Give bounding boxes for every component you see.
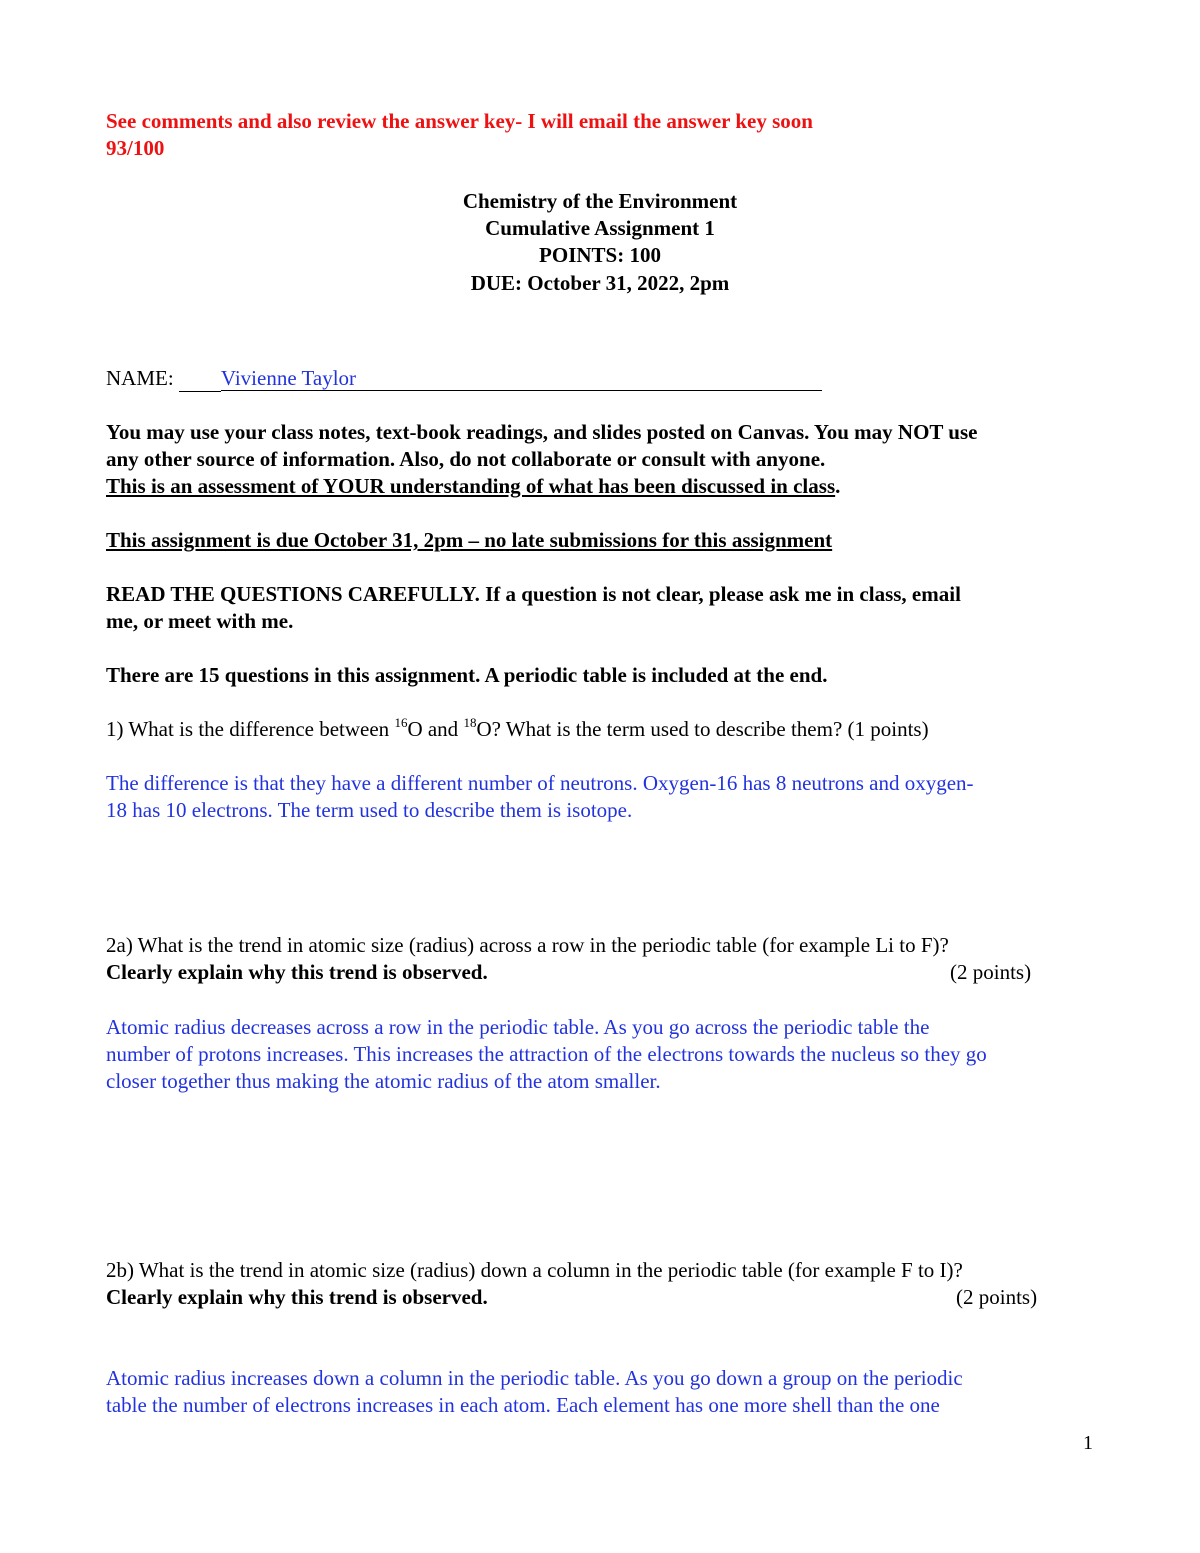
question-2a-points: (2 points) [950,960,1032,984]
instructions-line-1: You may use your class notes, text-book readings, and slides posted on Canvas. You may NOT use [106,420,978,444]
mass-number-16: 16 [394,715,408,730]
instructions-line-3 [106,473,840,500]
name-field[interactable] [221,366,822,391]
answer-2b-line-2: table the number of electrons increases in each atom. Each element has one more shell than the one [106,1393,940,1417]
instructions-line-2: any other source of information. Also, do not collaborate or consult with anyone. [106,447,826,471]
assessment-notice-period: . [835,474,841,498]
name-blank [179,391,221,392]
question-1 [106,716,929,743]
student-name: Vivienne Taylor [220,366,357,390]
question-1-text-a: 1) What is the difference between [106,717,395,741]
answer-2a-line-2: number of protons increases. This increases the attraction of the electrons towards the nucleus so they go [106,1042,987,1066]
name-label: NAME: [106,366,179,390]
due-notice: This assignment is due October 31, 2pm – no late submissions for this assignment [106,528,833,552]
course-title: Chemistry of the Environment [462,189,738,213]
question-2b-line-2: Clearly explain why this trend is observed. [106,1285,488,1309]
question-2a-line-2: Clearly explain why this trend is observed. [106,960,488,984]
assessment-notice: This is an assessment of YOUR understanding of what has been discussed in class [106,474,836,498]
read-carefully-line-1: READ THE QUESTIONS CAREFULLY. If a question is not clear, please ask me in class, email [106,582,961,606]
answer-1-line-1: The difference is that they have a different number of neutrons. Oxygen-16 has 8 neutrons and oxygen- [106,771,974,795]
question-2a-line-1: 2a) What is the trend in atomic size (radius) across a row in the periodic table (for example Li to F)? [106,933,949,957]
name-row [106,365,822,392]
score: 93/100 [106,136,165,160]
question-2b-line-1: 2b) What is the trend in atomic size (radius) down a column in the periodic table (for example F to I)? [106,1258,963,1282]
due-date: DUE: October 31, 2022, 2pm [470,271,730,295]
question-1-text-b: O and [407,717,464,741]
answer-1-line-2: 18 has 10 electrons. The term used to describe them is isotope. [106,798,633,822]
points-total: POINTS: 100 [539,243,661,267]
question-1-text-c: O? What is the term used to describe them? (1 points) [476,717,929,741]
read-carefully-line-2: me, or meet with me. [106,609,294,633]
question-2b-points: (2 points) [956,1285,1038,1309]
question-count: There are 15 questions in this assignment. A periodic table is included at the end. [106,663,828,687]
teacher-comment: See comments and also review the answer key- I will email the answer key soon [106,109,813,133]
assignment-title: Cumulative Assignment 1 [485,216,715,240]
answer-2a-line-1: Atomic radius decreases across a row in the periodic table. As you go across the periodic table the [106,1015,930,1039]
answer-2a-line-3: closer together thus making the atomic radius of the atom smaller. [106,1069,661,1093]
answer-2b-line-1: Atomic radius increases down a column in the periodic table. As you go down a group on the periodic [106,1366,963,1390]
mass-number-18: 18 [463,715,477,730]
page-number: 1 [1083,1432,1093,1454]
